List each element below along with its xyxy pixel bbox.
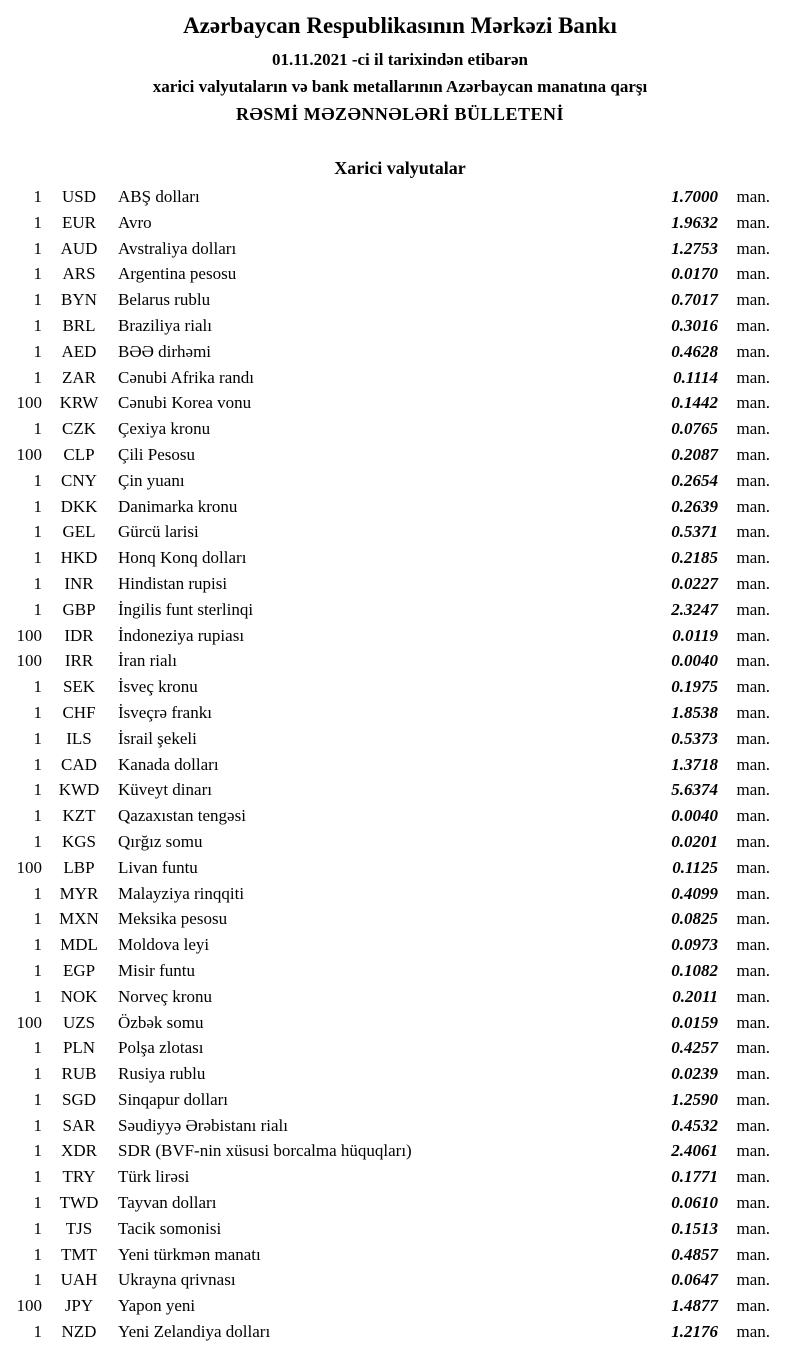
currency-name: Honq Konq dolları [118,548,247,568]
currency-unit: man. [736,1167,770,1187]
currency-row [8,935,770,961]
currency-quantity: 1 [33,1141,42,1161]
currency-unit: man. [736,393,770,413]
currency-unit: man. [736,367,770,387]
currency-unit: man. [736,1244,770,1264]
currency-rate: 0.1771 [671,1167,718,1187]
currency-row [8,393,770,419]
currency-quantity: 1 [33,702,42,722]
currency-name: BƏƏ dirhəmi [118,341,212,361]
currency-code: TRY [62,1167,96,1187]
currency-rate: 0.1125 [672,857,718,877]
currency-quantity: 1 [33,264,42,284]
currency-row [8,729,770,755]
currency-quantity: 1 [33,1167,42,1187]
currency-name: Braziliya rialı [118,315,212,335]
currency-row [8,1167,770,1193]
currency-quantity: 1 [33,470,42,490]
currency-quantity: 1 [33,1038,42,1058]
currency-row [8,213,770,239]
currency-code: TJS [65,1218,93,1238]
currency-unit: man. [736,651,770,671]
currency-row [8,290,770,316]
currency-rate: 0.0973 [671,935,718,955]
currency-code: JPY [64,1296,94,1316]
currency-quantity: 1 [33,1193,42,1213]
currency-row [8,987,770,1013]
currency-name: Küveyt dinarı [118,780,212,800]
currency-name: Misir funtu [118,960,195,980]
currency-rate: 1.9632 [671,212,718,232]
currency-name: İsveçrə frankı [118,702,212,722]
currency-unit: man. [736,1064,770,1084]
currency-unit: man. [736,857,770,877]
currency-row [8,832,770,858]
currency-name: Malayziya rinqqiti [118,883,245,903]
currency-name: Belarus rublu [118,290,211,310]
currency-name: Cənubi Afrika randı [118,367,254,387]
currency-unit: man. [736,702,770,722]
currency-code: AED [61,341,97,361]
currency-quantity: 1 [33,599,42,619]
currency-quantity: 1 [33,960,42,980]
currency-row [8,548,770,574]
currency-row [8,1296,770,1322]
currency-code: TMT [61,1244,97,1264]
currency-rate: 0.3016 [671,315,718,335]
currency-quantity: 1 [33,548,42,568]
currency-code: MXN [59,909,99,929]
currency-name: İngilis funt sterlinqi [118,599,254,619]
currency-row [8,755,770,781]
currency-name: Tayvan dolları [118,1193,217,1213]
currency-code: TWD [59,1193,99,1213]
currency-code: CAD [61,754,97,774]
currency-unit: man. [736,677,770,697]
currency-rate: 0.1114 [673,367,718,387]
currency-unit: man. [736,728,770,748]
currency-code: IRR [64,651,94,671]
currency-row [8,419,770,445]
currency-rate: 0.2011 [672,986,718,1006]
currency-name: Ukrayna qrivnası [118,1270,236,1290]
currency-code: KGS [61,831,96,851]
currency-rate: 0.7017 [671,290,718,310]
currency-quantity: 1 [33,806,42,826]
currency-name: SDR (BVF-nin xüsusi borcalma hüquqları) [118,1141,412,1161]
currency-quantity: 1 [33,754,42,774]
currency-code: AUD [60,238,98,258]
currency-quantity: 1 [33,677,42,697]
currency-unit: man. [736,935,770,955]
currency-quantity: 1 [33,290,42,310]
currency-code: CLP [63,444,95,464]
currency-rate: 0.2639 [671,496,718,516]
currency-unit: man. [736,754,770,774]
currency-code: DKK [60,496,98,516]
currency-row [8,858,770,884]
currency-unit: man. [736,806,770,826]
currency-quantity: 1 [33,780,42,800]
currency-name: Qırğız somu [118,831,203,851]
currency-rate: 1.3718 [671,754,718,774]
currency-name: İran rialı [118,651,177,671]
currency-rate: 0.1442 [671,393,718,413]
currency-code: MDL [60,935,98,955]
currency-unit: man. [736,960,770,980]
currency-row [8,1193,770,1219]
currency-row [8,651,770,677]
currency-unit: man. [736,909,770,929]
currency-unit: man. [736,315,770,335]
currency-name: Yapon yeni [118,1296,196,1316]
currency-code: IDR [64,625,94,645]
currency-code: EGP [62,960,96,980]
currency-quantity: 1 [33,1322,42,1342]
currency-name: Çili Pesosu [118,444,195,464]
currency-row [8,961,770,987]
currency-rate: 0.4099 [671,883,718,903]
currency-quantity: 1 [33,496,42,516]
currency-code: GEL [62,522,96,542]
currency-code: BRL [62,315,96,335]
currency-name: Sinqapur dolları [118,1089,229,1109]
currency-rate: 1.2590 [671,1089,718,1109]
currency-unit: man. [736,599,770,619]
currency-quantity: 1 [33,1218,42,1238]
currency-code: ILS [66,728,92,748]
currency-name: Tacik somonisi [118,1218,222,1238]
currency-row [8,574,770,600]
currency-name: Çexiya kronu [118,419,211,439]
currency-row [8,600,770,626]
currency-unit: man. [736,1218,770,1238]
currency-code: KZT [62,806,96,826]
currency-row [8,1090,770,1116]
currency-row [8,677,770,703]
currency-unit: man. [736,548,770,568]
currency-unit: man. [736,290,770,310]
currency-quantity: 1 [33,831,42,851]
currency-quantity: 1 [33,315,42,335]
currency-name: Moldova leyi [118,935,210,955]
currency-row [8,884,770,910]
currency-rate: 0.0610 [671,1193,718,1213]
currency-code: UAH [60,1270,98,1290]
currency-quantity: 100 [16,393,42,413]
currency-name: Cənubi Korea vonu [118,393,252,413]
currency-name: Yeni türkmən manatı [118,1244,261,1264]
currency-unit: man. [736,1012,770,1032]
currency-quantity: 1 [33,1064,42,1084]
currency-rate: 0.0040 [671,651,718,671]
currency-rate: 0.0227 [671,573,718,593]
currency-quantity: 100 [16,1012,42,1032]
currency-rate: 0.0159 [671,1012,718,1032]
currency-rate: 1.2753 [671,238,718,258]
currency-row [8,342,770,368]
currency-rate: 0.4628 [671,341,718,361]
currency-quantity: 1 [33,1244,42,1264]
currency-rate: 0.4532 [671,1115,718,1135]
currency-code: XDR [61,1141,97,1161]
currency-unit: man. [736,341,770,361]
currency-name: Qazaxıstan tengəsi [118,806,246,826]
currency-rate: 1.2176 [671,1322,718,1342]
currency-code: LBP [63,857,95,877]
currency-unit: man. [736,1296,770,1316]
currency-rate: 0.0239 [671,1064,718,1084]
currency-code: KRW [59,393,99,413]
currency-code: USD [61,187,96,206]
currency-rate: 0.0765 [671,419,718,439]
currency-code: CNY [61,470,97,490]
currency-unit: man. [736,986,770,1006]
currency-rate: 0.2654 [671,470,718,490]
currency-code: RUB [61,1064,97,1084]
currency-quantity: 100 [16,625,42,645]
currency-code: ARS [62,264,96,284]
currency-rate: 0.1513 [671,1218,718,1238]
currency-name: Çin yuanı [118,470,185,490]
currency-row [8,1270,770,1296]
currency-quantity: 1 [33,341,42,361]
currency-name: Kanada dolları [118,754,219,774]
currency-unit: man. [736,1322,770,1342]
currency-unit: man. [736,238,770,258]
currency-row [8,264,770,290]
currency-quantity: 1 [33,238,42,258]
section-title-foreign-currencies: Xarici valyutalar [334,158,466,178]
currency-code: EUR [62,212,96,232]
currency-unit: man. [736,1115,770,1135]
bulletin-date-line: 01.11.2021 -ci il tarixindən etibarən [272,50,528,69]
currency-name: Norveç kronu [118,986,212,1006]
currency-rate: 0.0119 [672,625,718,645]
currency-code: HKD [60,548,98,568]
currency-rate: 1.4877 [671,1296,718,1316]
currency-name: Avstraliya dolları [118,238,237,258]
currency-rate: 0.5373 [671,728,718,748]
currency-row [8,187,770,213]
currency-name: İsveç kronu [118,677,198,697]
currency-rate: 0.0201 [671,831,718,851]
currency-unit: man. [736,419,770,439]
currency-quantity: 1 [33,1089,42,1109]
currency-name: İsrail şekeli [118,728,197,748]
currency-unit: man. [736,1038,770,1058]
currency-code: INR [64,573,94,593]
currency-quantity: 100 [16,651,42,671]
currency-name: Hindistan rupisi [118,573,228,593]
currency-rate: 0.1082 [671,960,718,980]
bulletin-name-line: RƏSMİ MƏZƏNNƏLƏRİ BÜLLETENİ [235,104,565,124]
currency-rate: 0.1975 [671,677,718,697]
currency-quantity: 1 [33,187,42,206]
currency-code: PLN [62,1038,96,1058]
currency-quantity: 100 [16,444,42,464]
currency-code: ZAR [62,367,96,387]
currency-unit: man. [736,780,770,800]
currency-name: ABŞ dolları [118,187,200,206]
currency-name: Polşa zlotası [118,1038,204,1058]
currency-rate: 0.5371 [671,522,718,542]
currency-row [8,497,770,523]
currency-code: KWD [58,780,100,800]
currency-code: SAR [62,1115,96,1135]
currency-quantity: 100 [16,857,42,877]
currency-code: CZK [62,419,96,439]
currency-row [8,1322,770,1348]
currency-row [8,1064,770,1090]
currency-name: Avro [118,212,152,232]
currency-unit: man. [736,831,770,851]
currency-quantity: 1 [33,1115,42,1135]
currency-code: SGD [61,1089,96,1109]
currency-name: Danimarka kronu [118,496,238,516]
currency-row [8,1219,770,1245]
currency-row [8,806,770,832]
currency-row [8,316,770,342]
currency-unit: man. [736,1089,770,1109]
currency-row [8,471,770,497]
currency-rate: 0.2185 [671,548,718,568]
currency-rate: 1.8538 [671,702,718,722]
currency-rate: 0.4257 [671,1038,718,1058]
currency-rate: 0.2087 [671,444,718,464]
currency-row [8,703,770,729]
currency-unit: man. [736,212,770,232]
currency-quantity: 1 [33,728,42,748]
currency-name: Argentina pesosu [118,264,237,284]
currency-name: Rusiya rublu [118,1064,206,1084]
currency-rate: 0.0825 [671,909,718,929]
currency-unit: man. [736,470,770,490]
currency-row [8,445,770,471]
currency-quantity: 1 [33,1270,42,1290]
currency-code: NZD [61,1322,97,1342]
currency-quantity: 1 [33,419,42,439]
bank-title: Azərbaycan Respublikasının Mərkəzi Bankı [183,13,617,38]
currency-quantity: 1 [33,212,42,232]
currency-unit: man. [736,496,770,516]
currency-row [8,522,770,548]
currency-quantity: 1 [33,935,42,955]
currency-row [8,1013,770,1039]
currency-unit: man. [736,883,770,903]
currency-name: İndoneziya rupiası [118,625,245,645]
currency-rate: 1.7000 [671,187,718,206]
currency-unit: man. [736,1193,770,1213]
currency-rate: 0.0647 [671,1270,718,1290]
currency-quantity: 1 [33,522,42,542]
currency-quantity: 1 [33,883,42,903]
currency-unit: man. [736,573,770,593]
currency-quantity: 1 [33,573,42,593]
currency-code: NOK [60,986,98,1006]
currency-row [8,1141,770,1167]
bulletin-subject-line: xarici valyutaların və bank metallarının Azərbaycan manatına qarşı [152,77,648,96]
currency-code: UZS [62,1012,96,1032]
currency-unit: man. [736,444,770,464]
currency-unit: man. [736,264,770,284]
currency-row [8,1245,770,1271]
currency-row [8,1116,770,1142]
currency-code: CHF [62,702,96,722]
currency-name: Gürcü larisi [118,522,199,542]
currency-quantity: 100 [16,1296,42,1316]
currency-code: BYN [61,290,97,310]
currency-rate: 2.3247 [671,599,718,619]
currency-row [8,239,770,265]
currency-rate: 0.4857 [671,1244,718,1264]
currency-unit: man. [736,625,770,645]
currency-code: GBP [62,599,96,619]
currency-code: MYR [59,883,99,903]
currency-row [8,368,770,394]
currency-unit: man. [736,1270,770,1290]
currency-name: Yeni Zelandiya dolları [118,1322,271,1342]
currency-row [8,1038,770,1064]
currency-name: Türk lirəsi [118,1167,190,1187]
currency-row [8,626,770,652]
currency-name: Meksika pesosu [118,909,228,929]
currency-rate: 0.0170 [671,264,718,284]
currency-code: SEK [62,677,96,697]
currency-quantity: 1 [33,986,42,1006]
currency-name: Özbək somu [118,1012,204,1032]
currency-quantity: 1 [33,909,42,929]
currency-quantity: 1 [33,367,42,387]
currency-name: Səudiyyə Ərəbistanı rialı [118,1115,288,1135]
currency-name: Livan funtu [118,857,198,877]
currency-unit: man. [736,187,770,206]
currency-rate: 2.4061 [671,1141,718,1161]
currency-rate: 5.6374 [671,780,718,800]
currency-rates-table [0,187,800,1348]
currency-rate: 0.0040 [671,806,718,826]
currency-row [8,780,770,806]
currency-row [8,909,770,935]
currency-unit: man. [736,522,770,542]
currency-unit: man. [736,1141,770,1161]
